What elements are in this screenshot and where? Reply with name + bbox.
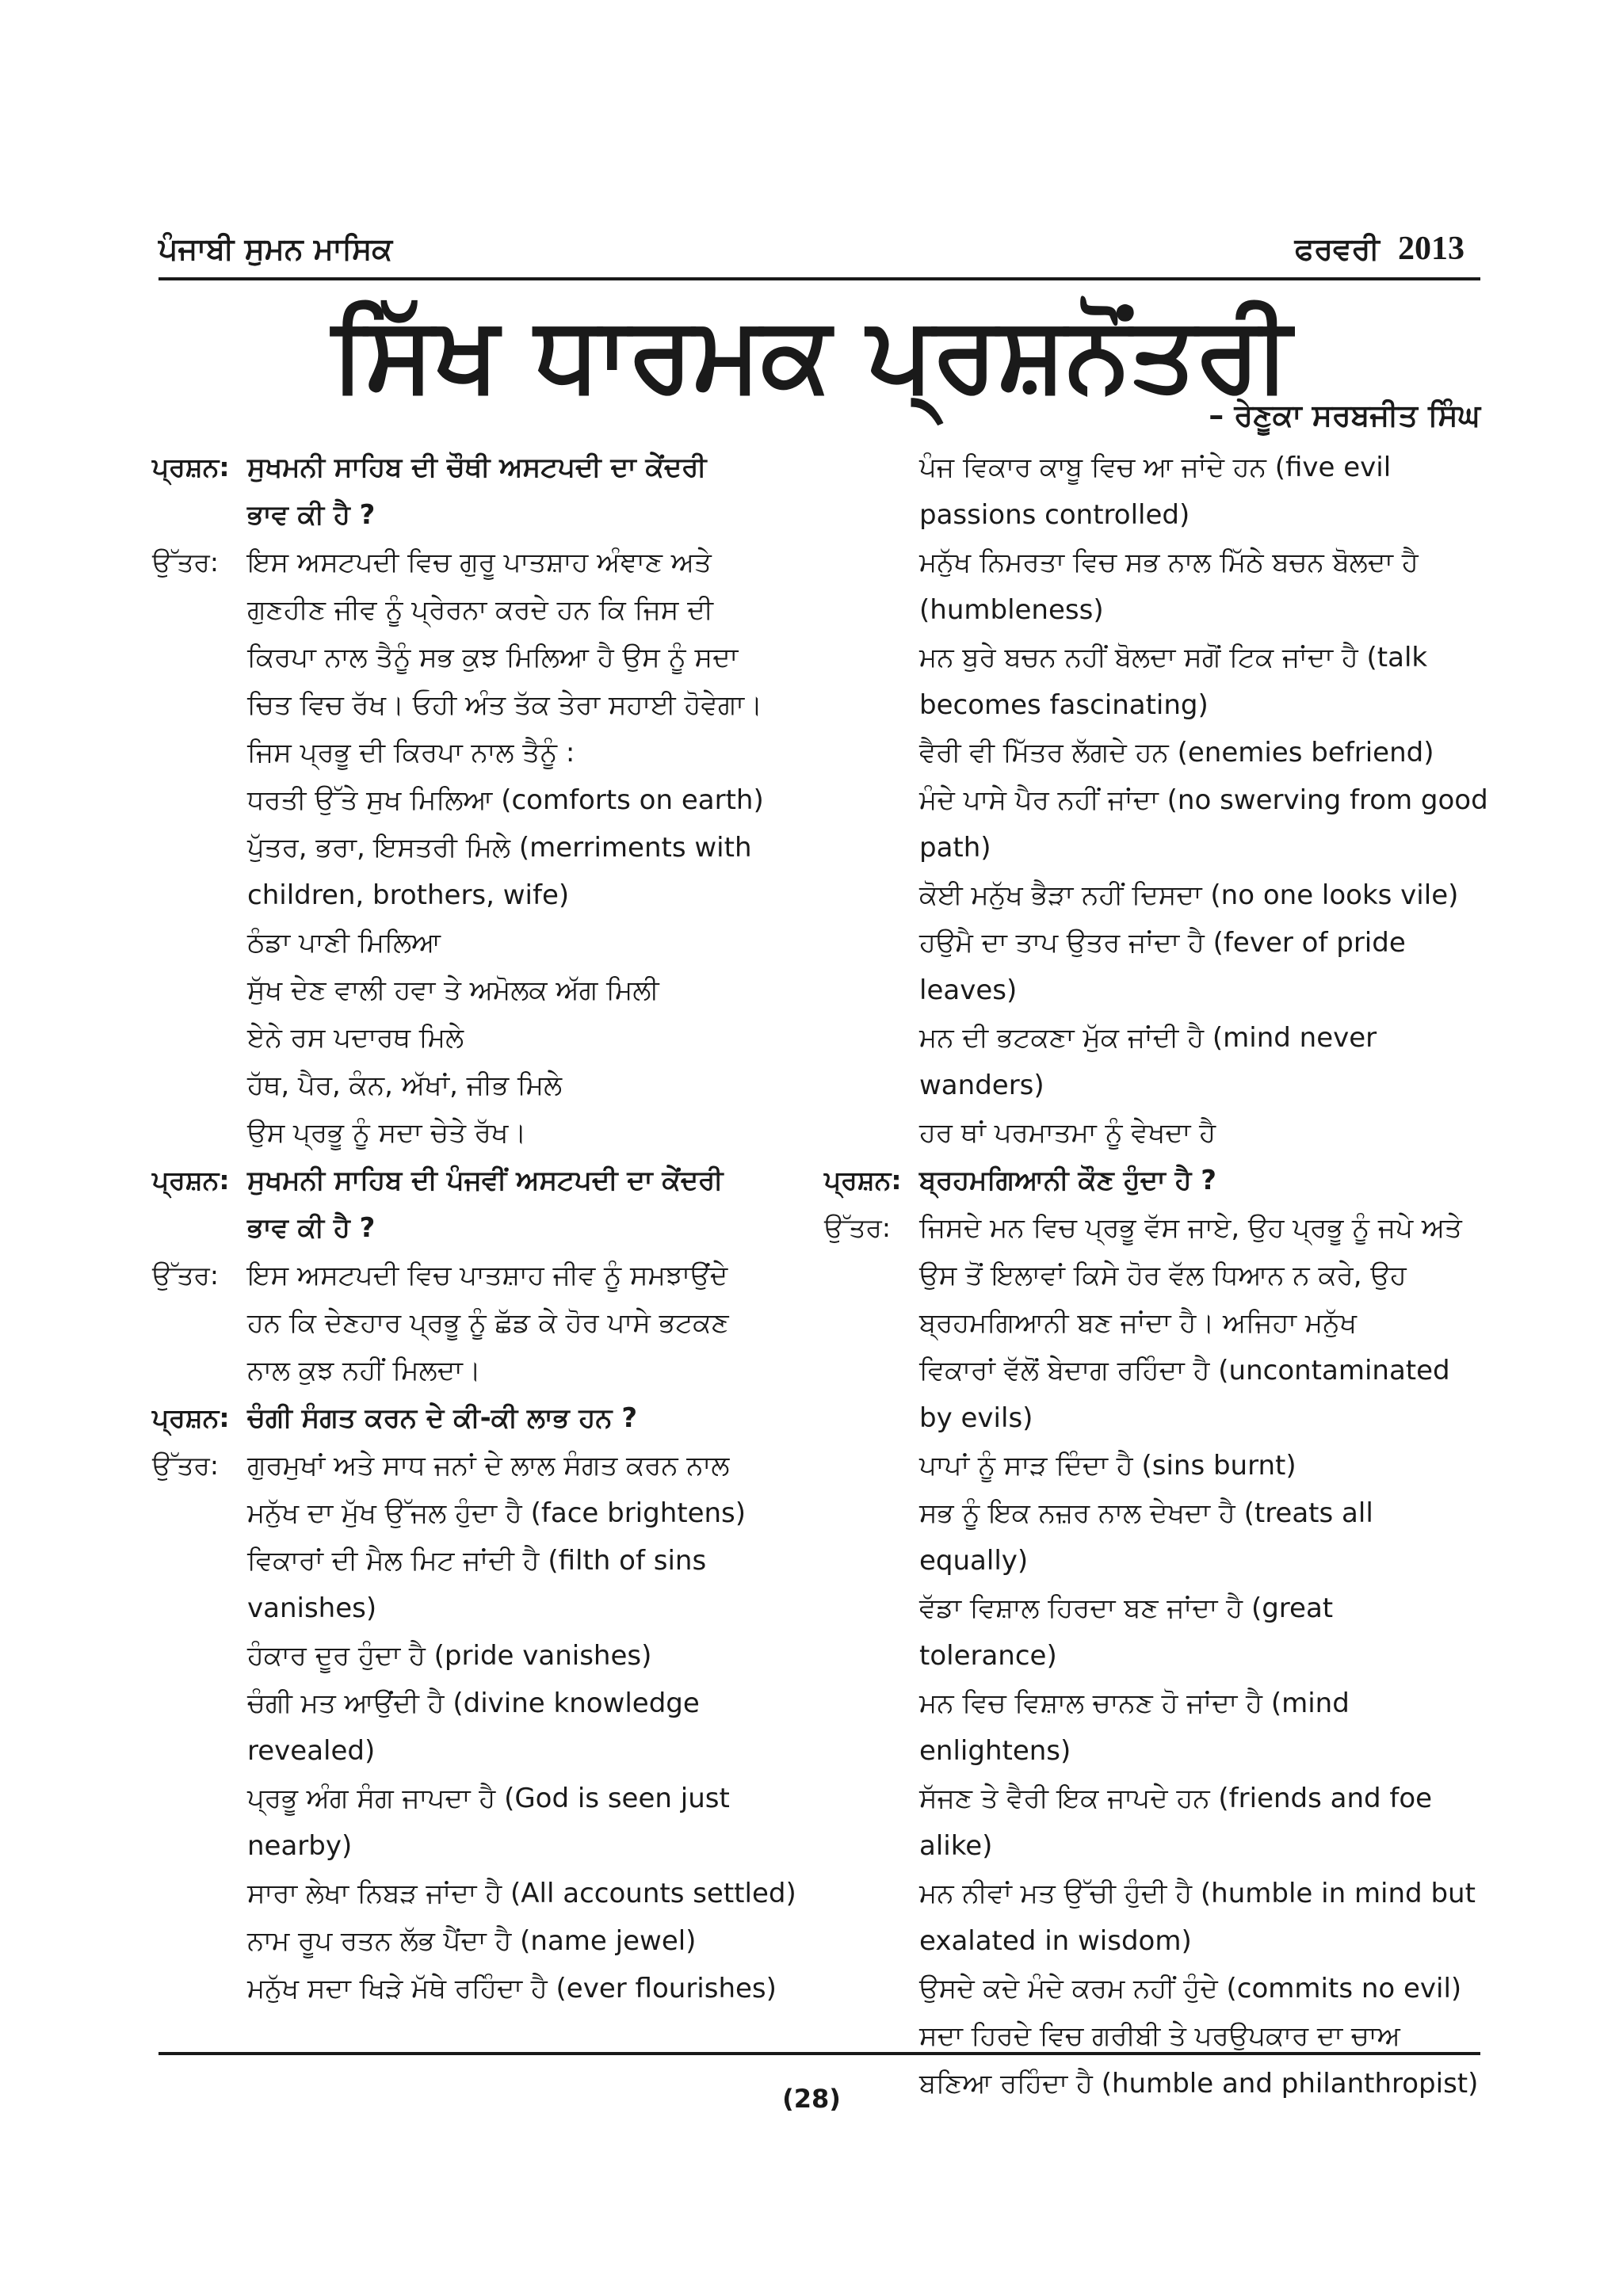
text-line: ਸਭ ਨੂੰ ਇਕ ਨਜ਼ਰ ਨਾਲ ਦੇਖਦਾ ਹੈ (treats all (919, 1497, 1373, 1529)
text-line: ਧਰਤੀ ਉੱਤੇ ਸੁਖ ਮਿਲਿਆ (comforts on earth) (247, 784, 764, 816)
question-label: ਪ੍ਰਸ਼ਨ: (824, 1165, 902, 1196)
text-line: ਸੁੱਖ ਦੇਣ ਵਾਲੀ ਹਵਾ ਤੇ ਅਮੋਲਕ ਅੱਗ ਮਿਲੀ (247, 974, 659, 1006)
question-label: ਪ੍ਰਸ਼ਨ: (152, 1402, 230, 1433)
text-line: tolerance) (919, 1640, 1057, 1672)
text-line: ਏਨੇ ਰਸ ਪਦਾਰਥ ਮਿਲੇ (247, 1022, 464, 1054)
text-line: enlightens) (919, 1735, 1071, 1767)
answer-block (824, 1204, 1479, 2107)
text-line: ਮਨੁੱਖ ਨਿਮਰਤਾ ਵਿਚ ਸਭ ਨਾਲ ਮਿੱਠੇ ਬਚਨ ਬੋਲਦਾ ਹੈ (919, 547, 1419, 578)
text-line: ਪੰਜ ਵਿਕਾਰ ਕਾਬੂ ਵਿਚ ਆ ਜਾਂਦੇ ਹਨ (five evil (919, 452, 1392, 483)
question-text (247, 1157, 810, 1252)
text-line: ਨਾਮ ਰੂਪ ਰਤਨ ਲੱਭ ਪੈਂਦਾ ਹੈ (name jewel) (247, 1925, 697, 1957)
text-line: nearby) (247, 1830, 353, 1862)
question-text (247, 444, 810, 539)
text-line: by evils) (919, 1402, 1033, 1434)
text-line: ਸਾਰਾ ਲੇਖਾ ਨਿਬੜ ਜਾਂਦਾ ਹੈ (All accounts settled) (247, 1878, 796, 1909)
text-line: ਵਿਕਾਰਾਂ ਦੀ ਮੈਲ ਮਿਟ ਜਾਂਦੀ ਹੈ (filth of sins (247, 1545, 707, 1577)
text-line: ਚੰਗੀ ਮਤ ਆਉਂਦੀ ਹੈ (divine knowledge (247, 1688, 700, 1719)
magazine-name: ਪੰਜਾਬੀ ਸੁਮਨ ਮਾਸਿਕ (158, 231, 393, 266)
text-line: ਗੁਣਹੀਣ ਜੀਵ ਨੂੰ ਪ੍ਰੇਰਨਾ ਕਰਦੇ ਹਨ ਕਿ ਜਿਸ ਦੀ (247, 594, 713, 626)
issue-year: 2013 (1398, 231, 1465, 267)
text-line: alike) (919, 1830, 993, 1862)
article-author: – ਰੇਣੂਕਾ ਸਰਬਜੀਤ ਸਿੰਘ (1209, 398, 1480, 433)
text-line: path) (919, 832, 991, 864)
right-column (824, 444, 1488, 2107)
text-line: ਇਸ ਅਸਟਪਦੀ ਵਿਚ ਗੁਰੂ ਪਾਤਸ਼ਾਹ ਅੰਞਾਣ ਅਤੇ (247, 547, 712, 578)
answer-block (152, 1252, 810, 1394)
text-line: leaves) (919, 974, 1018, 1006)
text-line: ਹਨ ਕਿ ਦੇਣਹਾਰ ਪ੍ਰਭੂ ਨੂੰ ਛੱਡ ਕੇ ਹੋਰ ਪਾਸੇ ਭਟਕਣ (247, 1307, 729, 1339)
page-number: (28) (782, 2084, 841, 2114)
text-line: ਪਾਪਾਂ ਨੂੰ ਸਾੜ ਦਿੰਦਾ ਹੈ (sins burnt) (919, 1450, 1296, 1482)
text-line: equally) (919, 1545, 1029, 1577)
answer-text (919, 1204, 1478, 2107)
text-line: ਭਾਵ ਕੀ ਹੈ ? (247, 1212, 376, 1244)
text-line: ਮਨ ਦੀ ਭਟਕਣਾ ਮੁੱਕ ਜਾਂਦੀ ਹੈ (mind never (919, 1022, 1377, 1054)
issue-month: ਫਰਵਰੀ (1294, 231, 1380, 266)
text-line: children, brothers, wife) (247, 879, 570, 911)
text-line: vanishes) (247, 1592, 377, 1624)
text-line: ਬਣਿਆ ਰਹਿੰਦਾ ਹੈ (humble and philanthropist) (919, 2068, 1479, 2100)
answer-block (152, 539, 810, 1157)
text-line: ਬ੍ਰਹਮਗਿਆਨੀ ਬਣ ਜਾਂਦਾ ਹੈ। ਅਜਿਹਾ ਮਨੁੱਖ (919, 1307, 1358, 1339)
text-line: ਵਿਕਾਰਾਂ ਵੱਲੋਂ ਬੇਦਾਗ ਰਹਿੰਦਾ ਹੈ (uncontaminated (919, 1355, 1450, 1386)
question-label: ਪ੍ਰਸ਼ਨ: (152, 1165, 230, 1196)
answer-label: ਉੱਤਰ: (152, 547, 220, 578)
text-line: ਉਸ ਪ੍ਰਭੂ ਨੂੰ ਸਦਾ ਚੇਤੇ ਰੱਖ। (247, 1117, 527, 1149)
text-line: ਹੰਕਾਰ ਦੂਰ ਹੁੰਦਾ ਹੈ (pride vanishes) (247, 1640, 652, 1672)
text-line: ਚੰਗੀ ਸੰਗਤ ਕਰਨ ਦੇ ਕੀ-ਕੀ ਲਾਭ ਹਨ ? (247, 1402, 638, 1434)
answer-block (152, 1442, 810, 2012)
left-column (152, 444, 810, 2012)
answer-text (247, 1252, 810, 1394)
text-line: ਮਨ ਬੁਰੇ ਬਚਨ ਨਹੀਂ ਬੋਲਦਾ ਸਗੋਂ ਟਿਕ ਜਾਂਦਾ ਹੈ (talk (919, 642, 1428, 673)
text-line: ਹਰ ਥਾਂ ਪਰਮਾਤਮਾ ਨੂੰ ਵੇਖਦਾ ਹੈ (919, 1117, 1216, 1149)
answer-text (247, 539, 810, 1157)
answer-continuation (824, 444, 1488, 1157)
question-block (152, 1394, 810, 1442)
question-block (824, 1157, 1474, 1204)
text-line: ਕਿਰਪਾ ਨਾਲ ਤੈਨੂੰ ਸਭ ਕੁਝ ਮਿਲਿਆ ਹੈ ਉਸ ਨੂੰ ਸਦਾ (247, 642, 739, 673)
text-line: ਬ੍ਰਹਮਗਿਆਨੀ ਕੌਣ ਹੁੰਦਾ ਹੈ ? (919, 1165, 1217, 1196)
text-line: ਵੈਰੀ ਵੀ ਮਿੱਤਰ ਲੱਗਦੇ ਹਨ (enemies befriend) (919, 737, 1434, 769)
text-line: ਸੁਖਮਨੀ ਸਾਹਿਬ ਦੀ ਚੌਥੀ ਅਸਟਪਦੀ ਦਾ ਕੇਂਦਰੀ (247, 452, 707, 483)
text-line: ਠੰਡਾ ਪਾਣੀ ਮਿਲਿਆ (247, 927, 441, 959)
text-line: ਹਉਮੈ ਦਾ ਤਾਪ ਉਤਰ ਜਾਂਦਾ ਹੈ (fever of pride (919, 927, 1406, 959)
text-line: ਇਸ ਅਸਟਪਦੀ ਵਿਚ ਪਾਤਸ਼ਾਹ ਜੀਵ ਨੂੰ ਸਮਝਾਉਂਦੇ (247, 1260, 728, 1291)
footer-rule (158, 2052, 1480, 2055)
text-line: (humbleness) (919, 594, 1104, 626)
text-line: wanders) (919, 1070, 1044, 1101)
text-line: ਮੰਦੇ ਪਾਸੇ ਪੈਰ ਨਹੀਂ ਜਾਂਦਾ (no swerving from good (919, 784, 1488, 816)
text-line: ਮਨ ਵਿਚ ਵਿਸ਼ਾਲ ਚਾਨਣ ਹੋ ਜਾਂਦਾ ਹੈ (mind (919, 1688, 1350, 1719)
text-line: ਕੋਈ ਮਨੁੱਖ ਭੈੜਾ ਨਹੀਂ ਦਿਸਦਾ (no one looks vile) (919, 879, 1459, 911)
text-line: ਭਾਵ ਕੀ ਹੈ ? (247, 499, 376, 531)
text-line: ਜਿਸਦੇ ਮਨ ਵਿਚ ਪ੍ਰਭੂ ਵੱਸ ਜਾਏ, ਉਹ ਪ੍ਰਭੂ ਨੂੰ ਜਪੇ ਅਤੇ (919, 1212, 1462, 1244)
text-line: ਨਾਲ ਕੁਝ ਨਹੀਂ ਮਿਲਦਾ। (247, 1355, 481, 1386)
text-line: ਸੱਜਣ ਤੇ ਵੈਰੀ ਇਕ ਜਾਪਦੇ ਹਨ (friends and foe (919, 1783, 1433, 1814)
text-line: ਸਦਾ ਹਿਰਦੇ ਵਿਚ ਗਰੀਬੀ ਤੇ ਪਰਉਪਕਾਰ ਦਾ ਚਾਅ (919, 2020, 1400, 2052)
text-line: exalated in wisdom) (919, 1925, 1192, 1957)
text-line: ਪੁੱਤਰ, ਭਰਾ, ਇਸਤਰੀ ਮਿਲੇ (merriments with (247, 832, 752, 864)
answer-text (247, 1442, 810, 2012)
answer-label: ਉੱਤਰ: (824, 1212, 892, 1243)
issue-date (1295, 230, 1465, 268)
question-text (247, 1394, 810, 1442)
question-text (919, 1157, 1474, 1204)
answer-label: ਉੱਤਰ: (152, 1260, 220, 1291)
text-line: revealed) (247, 1735, 376, 1767)
text-line: ਚਿਤ ਵਿਚ ਰੱਖ। ਓਹੀ ਅੰਤ ਤੱਕ ਤੇਰਾ ਸਹਾਈ ਹੋਵੇਗਾ। (247, 689, 763, 721)
question-label: ਪ੍ਰਸ਼ਨ: (152, 452, 230, 482)
text-line: ਮਨੁੱਖ ਸਦਾ ਖਿੜੇ ਮੱਥੇ ਰਹਿੰਦਾ ਹੈ (ever flourishes) (247, 1973, 777, 2004)
question-block (152, 444, 810, 539)
header-rule (158, 277, 1480, 280)
text-line: ਮਨ ਨੀਵਾਂ ਮਤ ਉੱਚੀ ਹੁੰਦੀ ਹੈ (humble in mind but (919, 1878, 1476, 1909)
article-title: ਸਿੱਖ ਧਾਰਮਕ ਪ੍ਰਸ਼ਨੋਂਤਰੀ (331, 293, 1292, 414)
page-header (158, 230, 1465, 268)
text-line: ਸੁਖਮਨੀ ਸਾਹਿਬ ਦੀ ਪੰਜਵੀਂ ਅਸਟਪਦੀ ਦਾ ਕੇਂਦਰੀ (247, 1165, 724, 1196)
text-line: ਗੁਰਮੁਖਾਂ ਅਤੇ ਸਾਧ ਜਨਾਂ ਦੇ ਲਾਲ ਸੰਗਤ ਕਰਨ ਨਾਲ (247, 1450, 730, 1482)
text-line: ਪ੍ਰਭੂ ਅੰਗ ਸੰਗ ਜਾਪਦਾ ਹੈ (God is seen just (247, 1783, 730, 1814)
question-block (152, 1157, 810, 1252)
answer-label: ਉੱਤਰ: (152, 1450, 220, 1481)
text-line: ਹੱਥ, ਪੈਰ, ਕੰਨ, ਅੱਖਾਂ, ਜੀਭ ਮਿਲੇ (247, 1070, 563, 1101)
text-line: passions controlled) (919, 499, 1190, 531)
text-line: ਉਸਦੇ ਕਦੇ ਮੰਦੇ ਕਰਮ ਨਹੀਂ ਹੁੰਦੇ (commits no evil) (919, 1973, 1462, 2004)
text-line: ਮਨੁੱਖ ਦਾ ਮੁੱਖ ਉੱਜਲ ਹੁੰਦਾ ਹੈ (face brightens) (247, 1497, 747, 1529)
text-line: ਜਿਸ ਪ੍ਰਭੂ ਦੀ ਕਿਰਪਾ ਨਾਲ ਤੈਨੂੰ : (247, 737, 575, 769)
text-line: ਵੱਡਾ ਵਿਸ਼ਾਲ ਹਿਰਦਾ ਬਣ ਜਾਂਦਾ ਹੈ (great (919, 1592, 1334, 1624)
text-line: becomes fascinating) (919, 689, 1209, 721)
text-line: ਉਸ ਤੋਂ ਇਲਾਵਾਂ ਕਿਸੇ ਹੋਰ ਵੱਲ ਧਿਆਨ ਨ ਕਰੇ, ਉਹ (919, 1260, 1407, 1291)
